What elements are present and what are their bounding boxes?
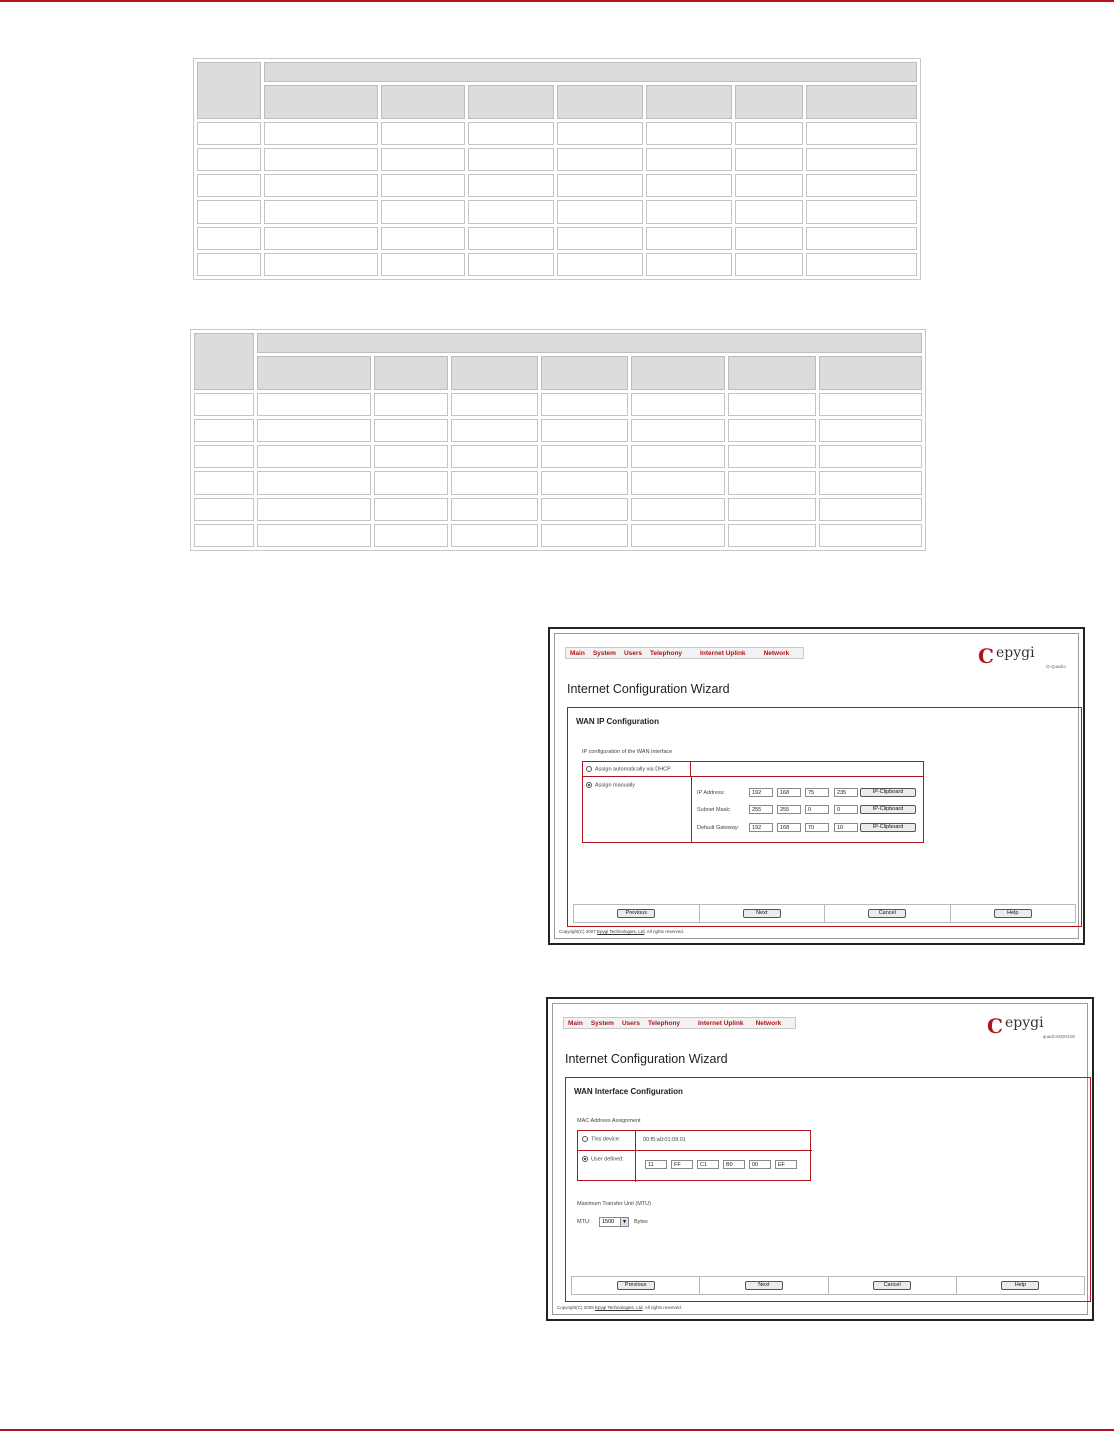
menu-users[interactable]: Users (621, 1020, 641, 1027)
previous-button[interactable]: Previous (617, 1281, 655, 1290)
mask-octet-3[interactable]: 0 (805, 805, 829, 814)
table-header-cell (194, 333, 254, 390)
epygi-logo: C epygi D-Quadro (978, 644, 1066, 669)
mac-octet-3[interactable]: C1 (697, 1160, 719, 1169)
ip-octet-1[interactable]: 192 (749, 788, 773, 797)
device-mac-value: 00:f5:a0:01:09:01 (643, 1137, 686, 1143)
mac-octet-5[interactable]: 00 (749, 1160, 771, 1169)
menu-network[interactable]: Network (755, 1020, 782, 1027)
ip-octet-2[interactable]: 168 (777, 788, 801, 797)
menu-main[interactable]: Main (568, 1020, 583, 1027)
mac-octet-6[interactable]: EF (775, 1160, 797, 1169)
radio-icon (582, 1136, 588, 1142)
mtu-unit: Bytes (634, 1219, 648, 1225)
table-header-cell (257, 333, 922, 353)
ip-octet-3[interactable]: 75 (805, 788, 829, 797)
bottom-rule (0, 1429, 1114, 1431)
empty-table-2 (190, 329, 926, 551)
default-gateway-label: Default Gateway: (697, 825, 740, 831)
mac-octet-2[interactable]: FF (671, 1160, 693, 1169)
menu-network[interactable]: Network (763, 650, 790, 657)
radio-selected-icon (582, 1156, 588, 1162)
gateway-octet-1[interactable]: 192 (749, 823, 773, 832)
ip-options-box (582, 761, 924, 843)
main-menu (565, 647, 804, 659)
chevron-down-icon: ▼ (620, 1218, 628, 1226)
menu-users[interactable]: Users (623, 650, 643, 657)
wizard-frame (567, 707, 1082, 927)
next-button[interactable]: Next (745, 1281, 783, 1290)
menu-telephony[interactable]: Telephony (650, 650, 683, 657)
mask-octet-2[interactable]: 255 (777, 805, 801, 814)
menu-system[interactable]: System (590, 1020, 614, 1027)
ip-address-label: IP Address: (697, 790, 726, 796)
intro-text: IP configuration of the WAN interface (582, 749, 673, 755)
help-button[interactable]: Help (994, 909, 1032, 918)
radio-icon (586, 766, 592, 772)
copyright: Copyright(C) 2008 Epygi Technologies, Ltd. All rights reserved. (557, 1305, 682, 1310)
mtu-select[interactable]: 1500 ▼ (599, 1217, 629, 1227)
section-title: WAN IP Configuration (576, 717, 659, 726)
next-button[interactable]: Next (743, 909, 781, 918)
mac-heading: MAC Address Assignment (577, 1118, 641, 1124)
page-title: Internet Configuration Wizard (565, 1052, 728, 1066)
cancel-button[interactable]: Cancel (873, 1281, 911, 1290)
wizard-button-row (571, 1276, 1085, 1295)
epygi-logo: C epygi quadroISDN100 (987, 1014, 1075, 1039)
radio-selected-icon (586, 782, 592, 788)
table-header-cell (264, 62, 917, 82)
mtu-label: MTU: (577, 1219, 591, 1225)
menu-internet-uplink[interactable]: Internet Uplink (700, 650, 746, 657)
copyright-link[interactable]: Epygi Technologies, Ltd (597, 929, 645, 934)
top-rule (0, 0, 1114, 2)
wizard-button-row (573, 904, 1076, 923)
radio-user-defined[interactable]: User defined: (582, 1156, 624, 1162)
menu-main[interactable]: Main (570, 650, 585, 657)
empty-table-1 (193, 58, 921, 280)
wizard-frame (565, 1077, 1091, 1302)
copyright: Copyright(C) 2007 Epygi Technologies, Ltd. All rights reserved. (559, 929, 684, 934)
gateway-clipboard-button[interactable]: IP-Clipboard (860, 823, 916, 832)
copyright-link[interactable]: Epygi Technologies, Ltd (595, 1305, 643, 1310)
mac-octet-1[interactable]: 11 (645, 1160, 667, 1169)
mac-options-box (577, 1130, 811, 1181)
subnet-mask-label: Subnet Mask: (697, 807, 731, 813)
section-title: WAN Interface Configuration (574, 1087, 683, 1096)
table-header-cell (197, 62, 261, 119)
gateway-octet-4[interactable]: 10 (834, 823, 858, 832)
wan-interface-wizard-screenshot (546, 997, 1094, 1321)
gateway-octet-2[interactable]: 168 (777, 823, 801, 832)
menu-system[interactable]: System (592, 650, 616, 657)
menu-internet-uplink[interactable]: Internet Uplink (698, 1020, 744, 1027)
radio-manual[interactable]: Assign manually (586, 782, 635, 788)
page-title: Internet Configuration Wizard (567, 682, 730, 696)
mask-clipboard-button[interactable]: IP-Clipboard (860, 805, 916, 814)
cancel-button[interactable]: Cancel (868, 909, 906, 918)
radio-this-device[interactable]: This device: (582, 1136, 620, 1142)
previous-button[interactable]: Previous (617, 909, 655, 918)
ip-clipboard-button[interactable]: IP-Clipboard (860, 788, 916, 797)
mtu-heading: Maximum Transfer Unit (MTU) (577, 1201, 651, 1207)
menu-telephony[interactable]: Telephony (648, 1020, 681, 1027)
help-button[interactable]: Help (1001, 1281, 1039, 1290)
wan-ip-wizard-screenshot (548, 627, 1085, 945)
mask-octet-1[interactable]: 255 (749, 805, 773, 814)
ip-octet-4[interactable]: 235 (834, 788, 858, 797)
radio-dhcp[interactable]: Assign automatically via DHCP (586, 766, 671, 772)
main-menu (563, 1017, 796, 1029)
gateway-octet-3[interactable]: 70 (805, 823, 829, 832)
mac-octet-4[interactable]: B0 (723, 1160, 745, 1169)
mask-octet-4[interactable]: 0 (834, 805, 858, 814)
